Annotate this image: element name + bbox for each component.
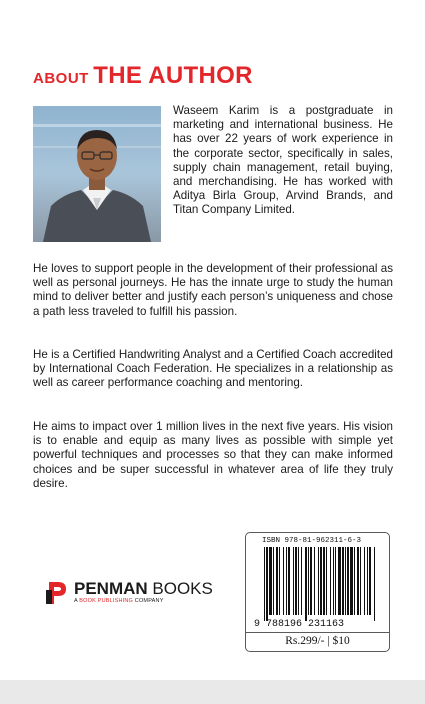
publisher-name-bold: PENMAN bbox=[74, 579, 148, 598]
barcode-bar bbox=[283, 547, 284, 615]
barcode-bar bbox=[310, 547, 312, 615]
barcode-bar bbox=[360, 547, 361, 615]
barcode-bar bbox=[269, 547, 272, 615]
barcode-bar bbox=[288, 547, 290, 615]
barcode-bar bbox=[345, 547, 346, 615]
barcode-bar bbox=[357, 547, 359, 615]
publisher-tagline bbox=[74, 598, 213, 604]
barcode-image bbox=[262, 547, 377, 621]
isbn-text: ISBN 978-81-962311-6-3 bbox=[262, 537, 362, 545]
bio-paragraph: He aims to impact over 1 million lives in the next five years. His vision is to enable and equip as many lives as possible with simple yet powerful techniques and processes so that they can make informed choices and be super successful in whatever area of life they truly desire. bbox=[33, 420, 393, 490]
barcode-bar bbox=[369, 547, 371, 615]
barcode-bar bbox=[276, 547, 278, 615]
tagline-part: COMPANY bbox=[133, 598, 164, 604]
publisher-name bbox=[74, 580, 213, 598]
barcode-bar bbox=[293, 547, 294, 615]
barcode-bar bbox=[273, 547, 274, 615]
tagline-part: A bbox=[74, 598, 80, 604]
barcode-bar bbox=[338, 547, 341, 615]
publisher-logo bbox=[46, 580, 213, 606]
barcode-bar bbox=[286, 547, 287, 615]
barcode-box bbox=[245, 532, 390, 652]
barcode-bar bbox=[314, 547, 315, 615]
barcode-bar bbox=[342, 547, 344, 615]
barcode-bar bbox=[308, 547, 309, 615]
bio-paragraph: He loves to support people in the development of their professional as well as personal journeys. He has the innate urge to study the human mind to deliver better and justify each person’s uniqueness and chose a path less traveled to fulfill his passion. bbox=[33, 262, 393, 318]
barcode-bar bbox=[266, 547, 268, 621]
heading-the-author: THE AUTHOR bbox=[93, 62, 253, 89]
barcode-bar bbox=[335, 547, 336, 615]
barcode-bar bbox=[367, 547, 368, 615]
page-background bbox=[0, 680, 425, 704]
barcode-bar bbox=[264, 547, 265, 621]
barcode-bar bbox=[305, 547, 307, 621]
barcode-bar bbox=[323, 547, 325, 615]
barcode-bar bbox=[350, 547, 353, 615]
bio-paragraph: He is a Certified Handwriting Analyst and a Certified Coach accredited by International Coach Federation. He specializes in a relationship as well as career performance coaching and mentoring. bbox=[33, 348, 393, 390]
barcode-bar bbox=[330, 547, 331, 615]
heading-about: ABOUT bbox=[33, 70, 89, 87]
author-intro: Waseem Karim is a postgraduate in marketing and international business. He has over 22 years of work experience in the corporate sector, specifically in sales, supply chain management, retail buying, and merchandising. He has worked with Aditya Birla Group, Arvind Brands, and Titan Company Limited. bbox=[173, 104, 393, 217]
price-label: Rs.299/- | $10 bbox=[246, 632, 389, 651]
publisher-name-rest: BOOKS bbox=[147, 579, 213, 598]
barcode-bar bbox=[279, 547, 280, 615]
barcode-bar bbox=[374, 547, 375, 621]
barcode-bar bbox=[320, 547, 322, 615]
author-portrait-illustration bbox=[33, 106, 161, 242]
author-photo bbox=[33, 106, 161, 242]
barcode-bar bbox=[354, 547, 355, 615]
barcode-bar bbox=[347, 547, 349, 615]
barcode-bar bbox=[295, 547, 297, 615]
barcode-bar bbox=[333, 547, 334, 615]
barcode-bar bbox=[301, 547, 302, 615]
penman-logo-icon bbox=[46, 580, 68, 606]
barcode-digits: 9 788196 231163 bbox=[254, 619, 345, 630]
barcode-bar bbox=[318, 547, 319, 615]
barcode-bar bbox=[326, 547, 327, 615]
barcode-bar bbox=[364, 547, 365, 615]
section-heading bbox=[33, 62, 253, 90]
barcode-bar bbox=[298, 547, 299, 615]
tagline-highlight: BOOK PUBLISHING bbox=[79, 598, 134, 604]
